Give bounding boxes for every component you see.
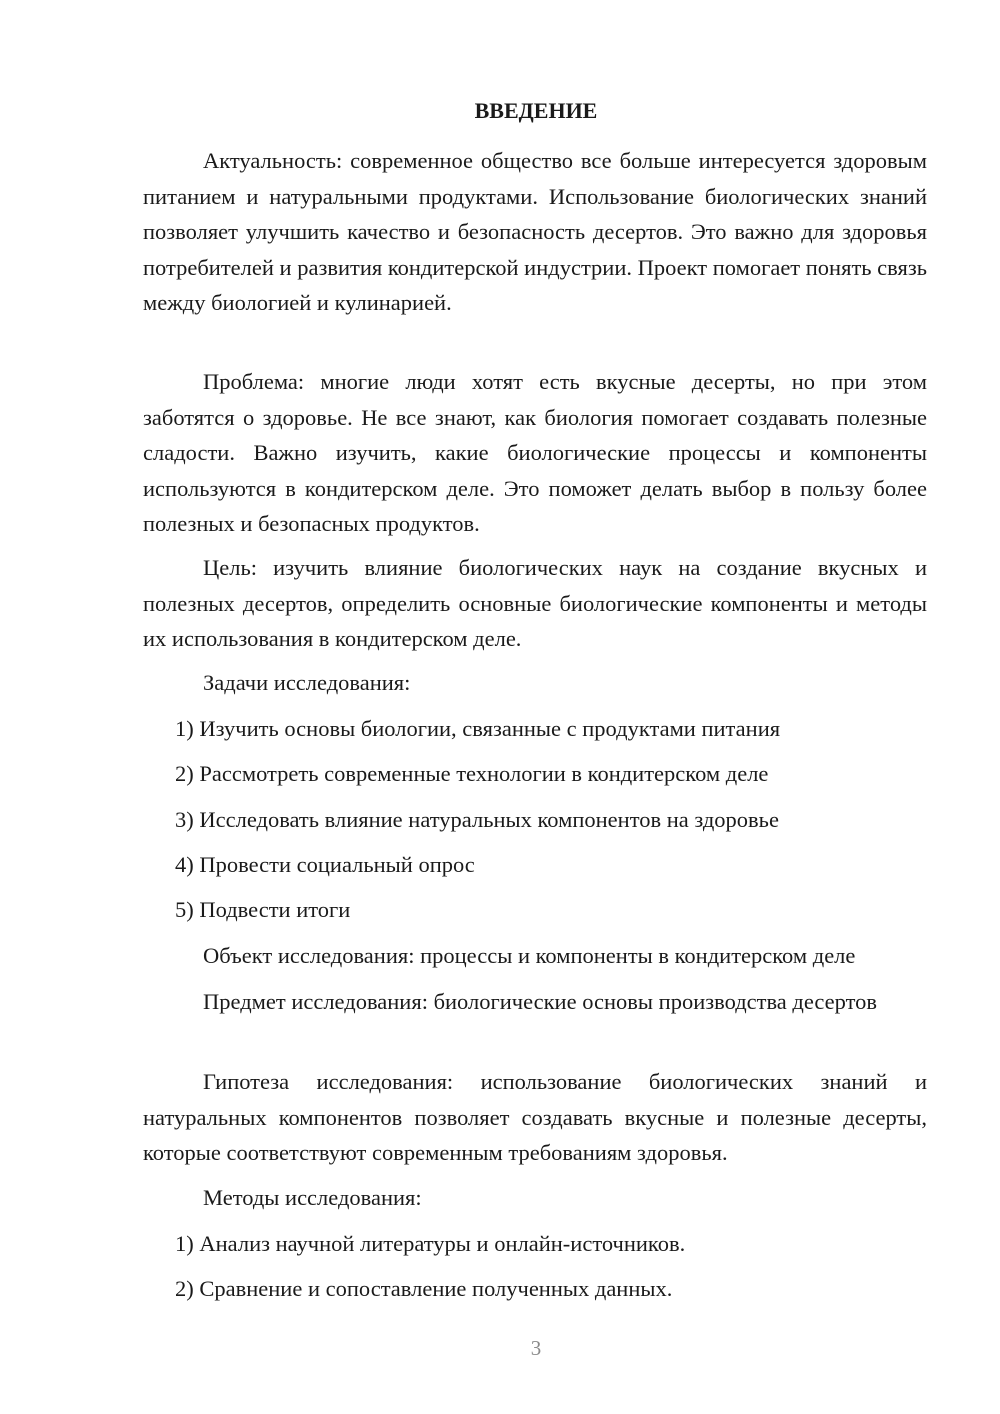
method-item: 2) Сравнение и сопоставление полученных данных. <box>175 1276 673 1301</box>
task-item: 5) Подвести итоги <box>175 897 351 922</box>
task-item: 3) Исследовать влияние натуральных компонентов на здоровье <box>175 807 779 832</box>
goal-paragraph: Цель: изучить влияние биологических наук на создание вкусных и полезных десертов, определить основные биологические компоненты и методы их использования в кондитерском деле. <box>143 555 927 651</box>
task-item: 4) Провести социальный опрос <box>175 852 475 877</box>
method-item: 1) Анализ научной литературы и онлайн-источников. <box>175 1231 686 1256</box>
hypothesis-paragraph: Гипотеза исследования: использование биологических знаний и натуральных компонентов позволяет создавать вкусные и полезные десерты, которые соответствуют современным требованиям здоровья. <box>143 1069 927 1165</box>
relevance-paragraph: Актуальность: современное общество все больше интересуется здоровым питанием и натуральными продуктами. Использование биологических знаний позволяет улучшить качество и безопасность десертов. Это важно для здоровья потребителей и развития кондитерской индустрии. Проект помогает понять связь между биологией и кулинарией. <box>143 148 927 315</box>
task-item: 2) Рассмотреть современные технологии в кондитерском деле <box>175 761 769 786</box>
page-number: 3 <box>530 1336 542 1360</box>
subject-paragraph: Предмет исследования: биологические основы производства десертов <box>203 989 878 1014</box>
task-item: 1) Изучить основы биологии, связанные с продуктами питания <box>175 716 781 741</box>
page-title: ВВЕДЕНИЕ <box>474 98 598 123</box>
problem-paragraph: Проблема: многие люди хотят есть вкусные десерты, но при этом заботятся о здоровье. Не все знают, как биология помогает создавать полезные сладости. Важно изучить, какие биологические процессы и компоненты используются в кондитерском деле. Это поможет делать выбор в пользу более полезных и безопасных продуктов. <box>143 369 927 536</box>
methods-heading: Методы исследования: <box>203 1185 422 1210</box>
tasks-heading: Задачи исследования: <box>203 670 411 695</box>
object-paragraph: Объект исследования: процессы и компоненты в кондитерском деле <box>203 943 856 968</box>
